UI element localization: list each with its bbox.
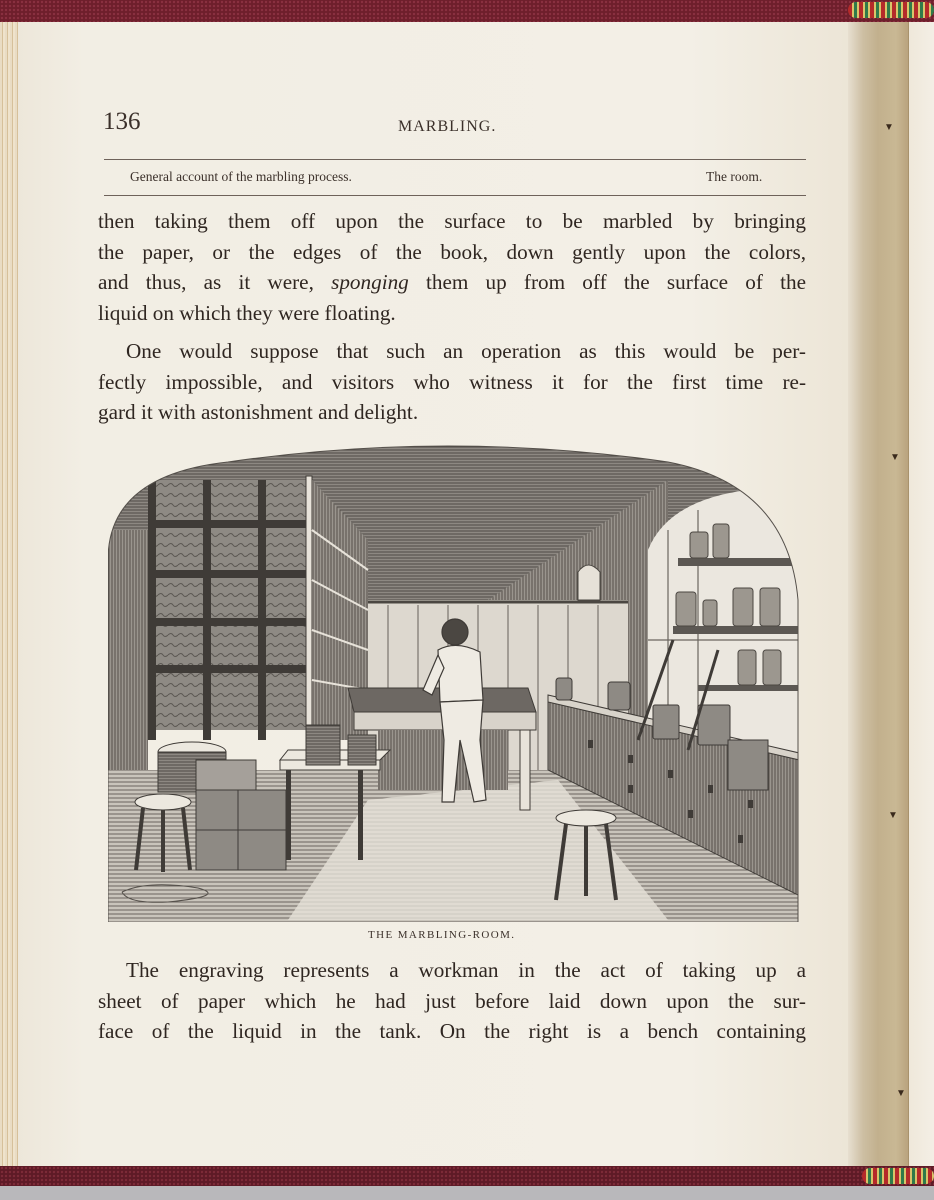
subhead-rule — [104, 195, 806, 196]
section-summary-left: General account of the marbling process. — [130, 169, 352, 184]
headband-top — [848, 2, 934, 18]
paragraph-2 — [98, 336, 806, 428]
text-line: The engraving represents a workman in the act of taking up a — [126, 958, 806, 982]
wormhole-mark: ▼ — [888, 810, 898, 821]
section-summary-right: The room. — [706, 169, 763, 184]
illustration-caption: THE MARBLING-ROOM. — [368, 929, 516, 941]
text-line: gard it with astonishment and delight. — [98, 400, 419, 424]
text-line: fectly impossible, and visitors who witness it for the first time re- — [98, 369, 806, 394]
paragraph-3 — [98, 955, 806, 1047]
background-surface — [0, 1186, 934, 1200]
engraving-illustration — [108, 440, 808, 922]
gutter-shadow — [848, 22, 908, 1168]
headband-bottom — [862, 1168, 934, 1184]
wormhole-mark: ▼ — [890, 452, 900, 463]
wormhole-mark: ▼ — [884, 122, 894, 133]
facing-page-edge — [908, 22, 934, 1168]
text-line: the paper, or the edges of the book, down gently upon the colors, — [98, 239, 806, 264]
text-line: One would suppose that such an operation as this would be per- — [126, 339, 806, 363]
text-line: sheet of paper which he had just before laid down upon the sur- — [98, 988, 806, 1013]
text-line — [98, 267, 806, 298]
text-line: face of the liquid in the tank. On the right is a bench containing — [98, 1019, 806, 1043]
book-cover-bottom — [0, 1166, 934, 1186]
text-line: liquid on which they were floating. — [98, 300, 396, 325]
text-span: and thus, as it were, — [98, 270, 332, 294]
book-cover-top — [0, 0, 934, 24]
header-rule — [104, 159, 806, 160]
text-span: them up from off the surface of the — [408, 270, 806, 294]
text-line: then taking them off upon the surface to be marbled by bringing — [98, 209, 806, 233]
italic-word: sponging — [331, 270, 409, 294]
wormhole-mark: ▼ — [896, 1088, 906, 1099]
page-number: 136 — [103, 108, 141, 135]
page-stack-edge — [0, 22, 20, 1168]
paragraph-1 — [98, 206, 806, 328]
running-title: MARBLING. — [398, 118, 497, 135]
